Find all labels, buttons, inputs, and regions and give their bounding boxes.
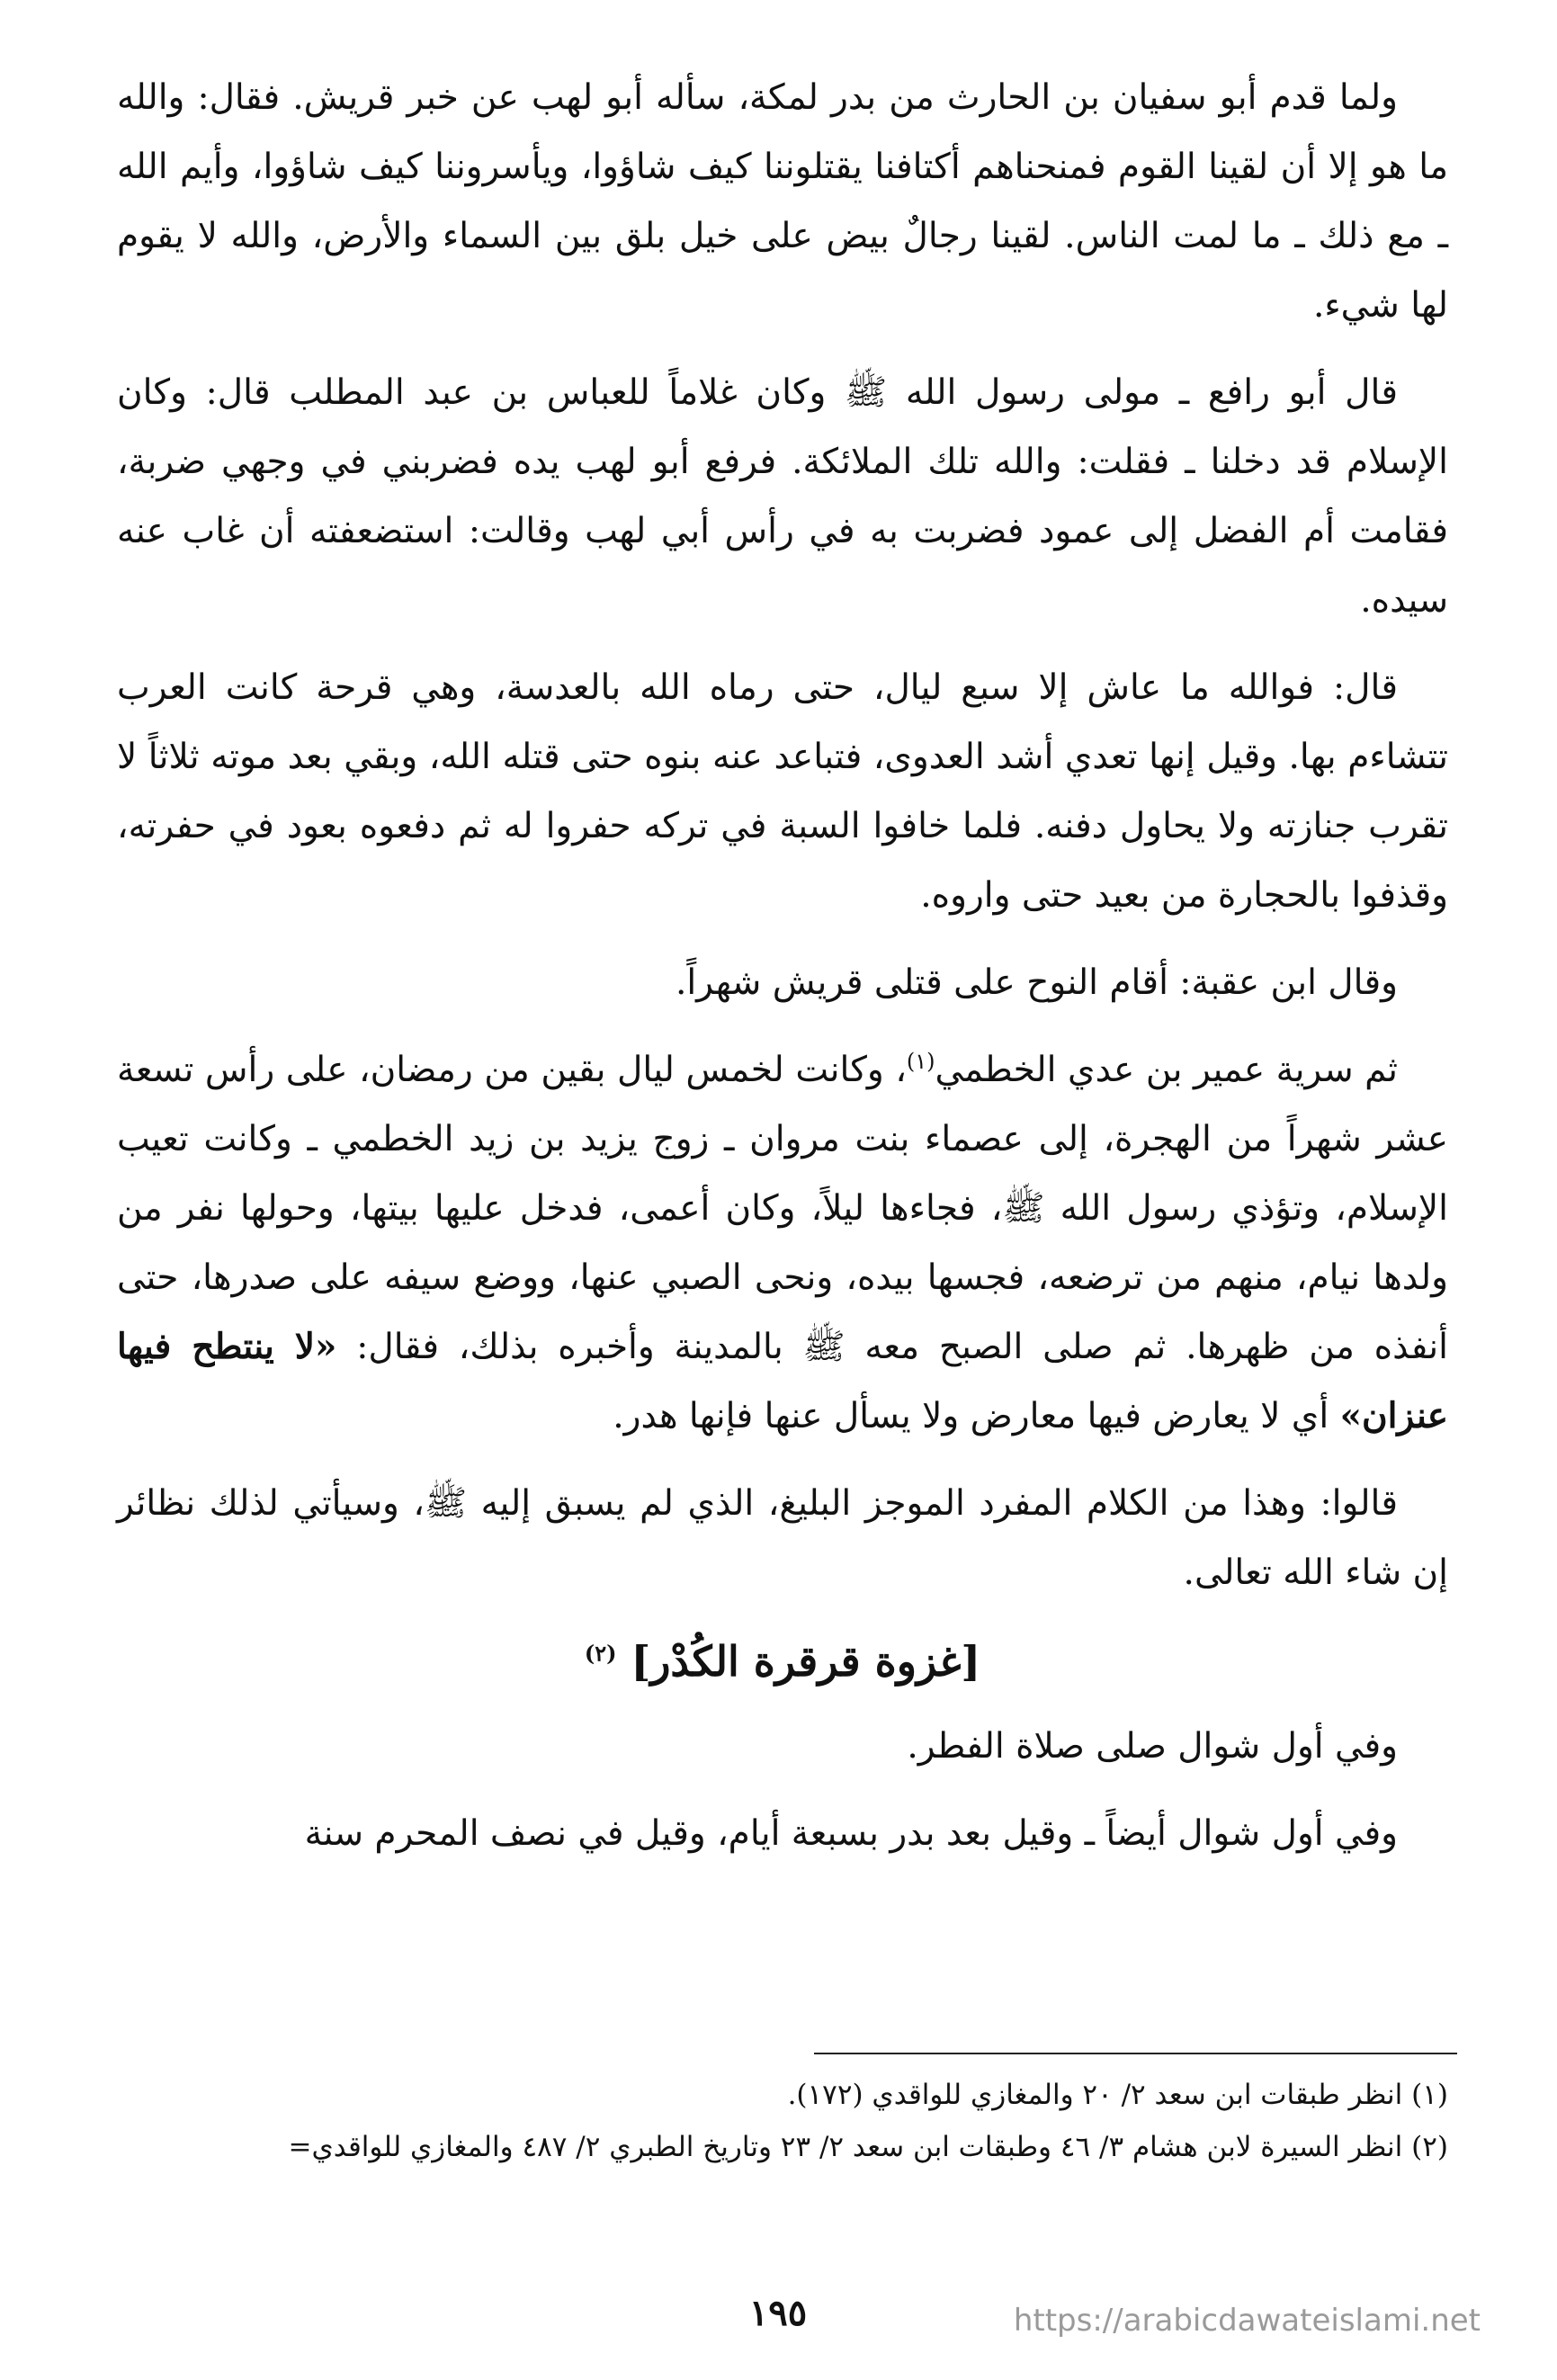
paragraph-death-of-abu-lahab: قال: فوالله ما عاش إلا سبع ليال، حتى رماه الله بالعدسة، وهي قرحة كانت العرب تتشاءم بها. وقيل إنها تعدي أشد العدوى، فتباعد عنه بنوه حتى قتله الله، وبقي بعد موته ثلاثاً لا تقرب جنازته ولا يحاول دفنه. فلما خافوا السبة في تركه حفروا له ثم دفعوه بعود في حفرته، وقذفوا بالحجارة من بعيد حتى واروه. — [117, 667, 1448, 916]
footnote-2: (٢) انظر السيرة لابن هشام ٣/ ٤٦ وطبقات ابن سعد ٢/ ٢٣ وتاريخ الطبري ٢/ ٤٨٧ والمغازي للواقدي= — [288, 2131, 1448, 2163]
sariya-text-end: أي لا يعارض فيها معارض ولا يسأل عنها فإنها هدر. — [613, 1396, 1340, 1436]
section-heading-title: [غزوة قرقرة الكُدْر] — [631, 1637, 981, 1686]
paragraph-ibn-uqba: وقال ابن عقبة: أقام النوح على قتلى قريش شهراً. — [675, 962, 1398, 1003]
paragraph-abu-sufyan: ولما قدم أبو سفيان بن الحارث من بدر لمكة، سأله أبو لهب عن خبر قريش. فقال: والله ما هو إلا أن لقينا القوم فمنحناهم أكتافنا يقتلوننا كيف شاؤوا، ويأسروننا كيف شاؤوا، وأيم الله ـ مع ذلك ـ ما لمت الناس. لقينا رجالٌ بيض على خيل بلق بين السماء والأرض، والله لا يقوم لها شيء. — [117, 77, 1448, 326]
sariya-text-middle: ، وكانت لخمس ليال بقين من رمضان، على رأس تسعة عشر شهراً من الهجرة، إلى عصماء بنت مروان ـ زوج يزيد بن زيد الخطمي ـ وكانت تعيب الإسلام، وتؤذي رسول الله ﷺ، فجاءها ليلاً، وكان أعمى، فدخل عليها بيتها، وحولها نفر من ولدها نيام، منهم من ترضعه، فجسها بيده، ونحى الصبي عنها، ووضع سيفه على صدرها، حتى أنفذه من ظهرها. ثم صلى الصبح معه ﷺ بالمدينة وأخبره بذلك، فقال: — [117, 1050, 1448, 1367]
paragraph-eid-prayer: وفي أول شوال صلى صلاة الفطر. — [907, 1726, 1398, 1767]
sariya-text-start: ثم سرية عمير بن عدي الخطمي — [935, 1050, 1398, 1090]
paragraph-qalu: قالوا: وهذا من الكلام المفرد الموجز البليغ، الذي لم يسبق إليه ﷺ، وسيأتي لذلك نظائر إن شاء الله تعالى. — [117, 1483, 1448, 1593]
paragraph-sariya-umair — [117, 1035, 1448, 1451]
footnote-ref-2[interactable]: (٢) — [584, 1640, 617, 1667]
main-text — [117, 63, 1448, 1868]
footnote-ref-1[interactable]: (١) — [906, 1049, 935, 1074]
footnotes — [117, 2069, 1448, 2173]
page-number: ١٩٥ — [748, 2292, 808, 2334]
paragraph-abu-rafi: قال أبو رافع ـ مولى رسول الله ﷺ وكان غلاماً للعباس بن عبد المطلب قال: وكان الإسلام قد دخلنا ـ فقلت: والله تلك الملائكة. فرفع أبو لهب يده فضربني في وجهي ضربة، فقامت أم الفضل إلى عمود فضربت به في رأس أبي لهب وقالت: استضعفته أن غاب عنه سيده. — [117, 372, 1448, 621]
footnote-1: (١) انظر طبقات ابن سعد ٢/ ٢٠ والمغازي للواقدي (١٧٢). — [787, 2079, 1448, 2111]
paragraph-shawwal: وفي أول شوال أيضاً ـ وقيل بعد بدر بسبعة أيام، وقيل في نصف المحرم سنة — [304, 1813, 1398, 1854]
prophetic-quote: «لا ينتطح فيها عنزان» — [117, 1326, 1448, 1436]
watermark-url: https://arabicdawateislami.net — [1013, 2303, 1481, 2339]
section-heading — [117, 1625, 1448, 1697]
footnote-divider — [814, 2053, 1457, 2054]
